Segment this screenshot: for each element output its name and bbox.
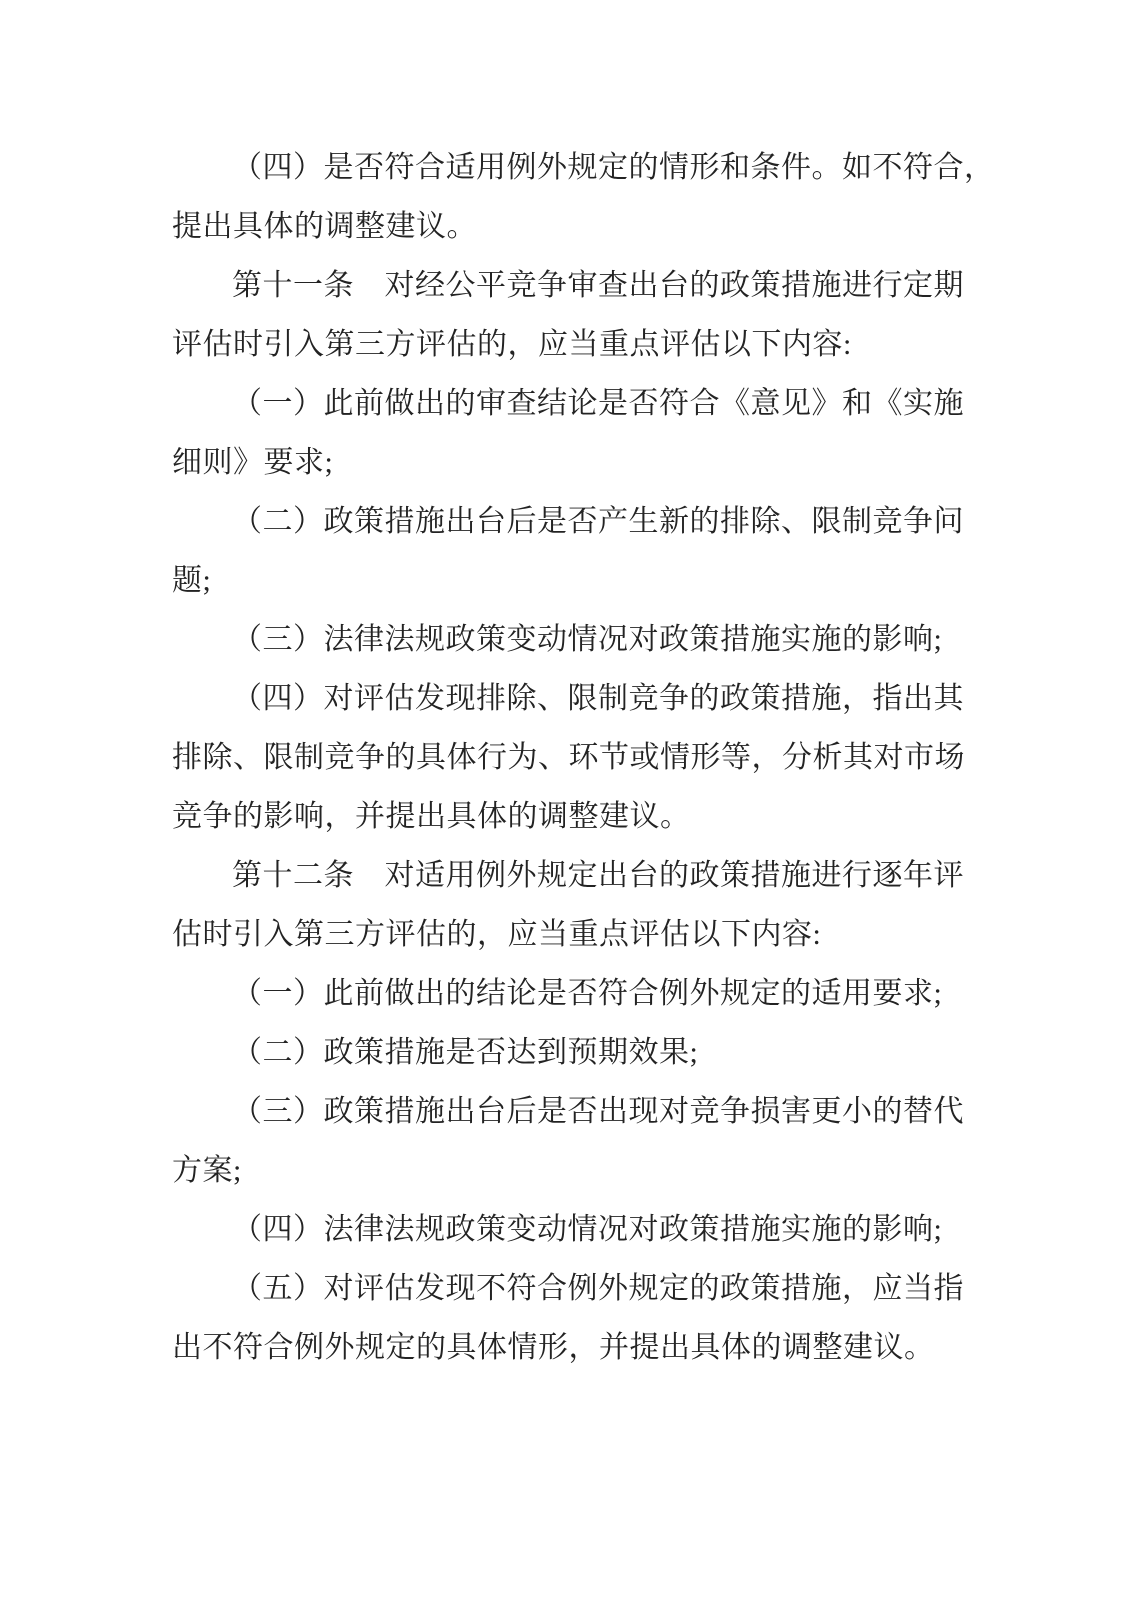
text-line: 题;: [172, 564, 212, 597]
text-line: 第十一条 对经公平竞争审查出台的政策措施进行定期: [232, 269, 964, 302]
text-line: （一）此前做出的结论是否符合例外规定的适用要求;: [232, 977, 943, 1010]
text-line: （四）法律法规政策变动情况对政策措施实施的影响;: [232, 1213, 943, 1246]
text-line: 方案;: [172, 1154, 242, 1187]
text-line: （四）是否符合适用例外规定的情形和条件。如不符合，: [232, 151, 995, 184]
text-line: 第十二条 对适用例外规定出台的政策措施进行逐年评: [232, 859, 964, 892]
text-line: 细则》要求;: [172, 446, 334, 479]
text-line: 评估时引入第三方评估的，应当重点评估以下内容:: [172, 328, 852, 361]
text-line: 出不符合例外规定的具体情形，并提出具体的调整建议。: [172, 1331, 935, 1364]
text-line: 提出具体的调整建议。: [172, 210, 477, 243]
text-line: （三）政策措施出台后是否出现对竞争损害更小的替代: [232, 1095, 964, 1128]
text-line: （四）对评估发现排除、限制竞争的政策措施，指出其: [232, 682, 964, 715]
text-line: （五）对评估发现不符合例外规定的政策措施，应当指: [232, 1272, 964, 1305]
document-body: [172, 138, 995, 1377]
text-line: 估时引入第三方评估的，应当重点评估以下内容:: [172, 918, 822, 951]
text-line: 排除、限制竞争的具体行为、环节或情形等，分析其对市场: [172, 741, 965, 774]
text-line: （一）此前做出的审查结论是否符合《意见》和《实施: [232, 387, 964, 420]
text-line: （二）政策措施是否达到预期效果;: [232, 1036, 699, 1069]
text-line: （三）法律法规政策变动情况对政策措施实施的影响;: [232, 623, 943, 656]
text-line: 竞争的影响，并提出具体的调整建议。: [172, 800, 691, 833]
text-line: （二）政策措施出台后是否产生新的排除、限制竞争问: [232, 505, 964, 538]
